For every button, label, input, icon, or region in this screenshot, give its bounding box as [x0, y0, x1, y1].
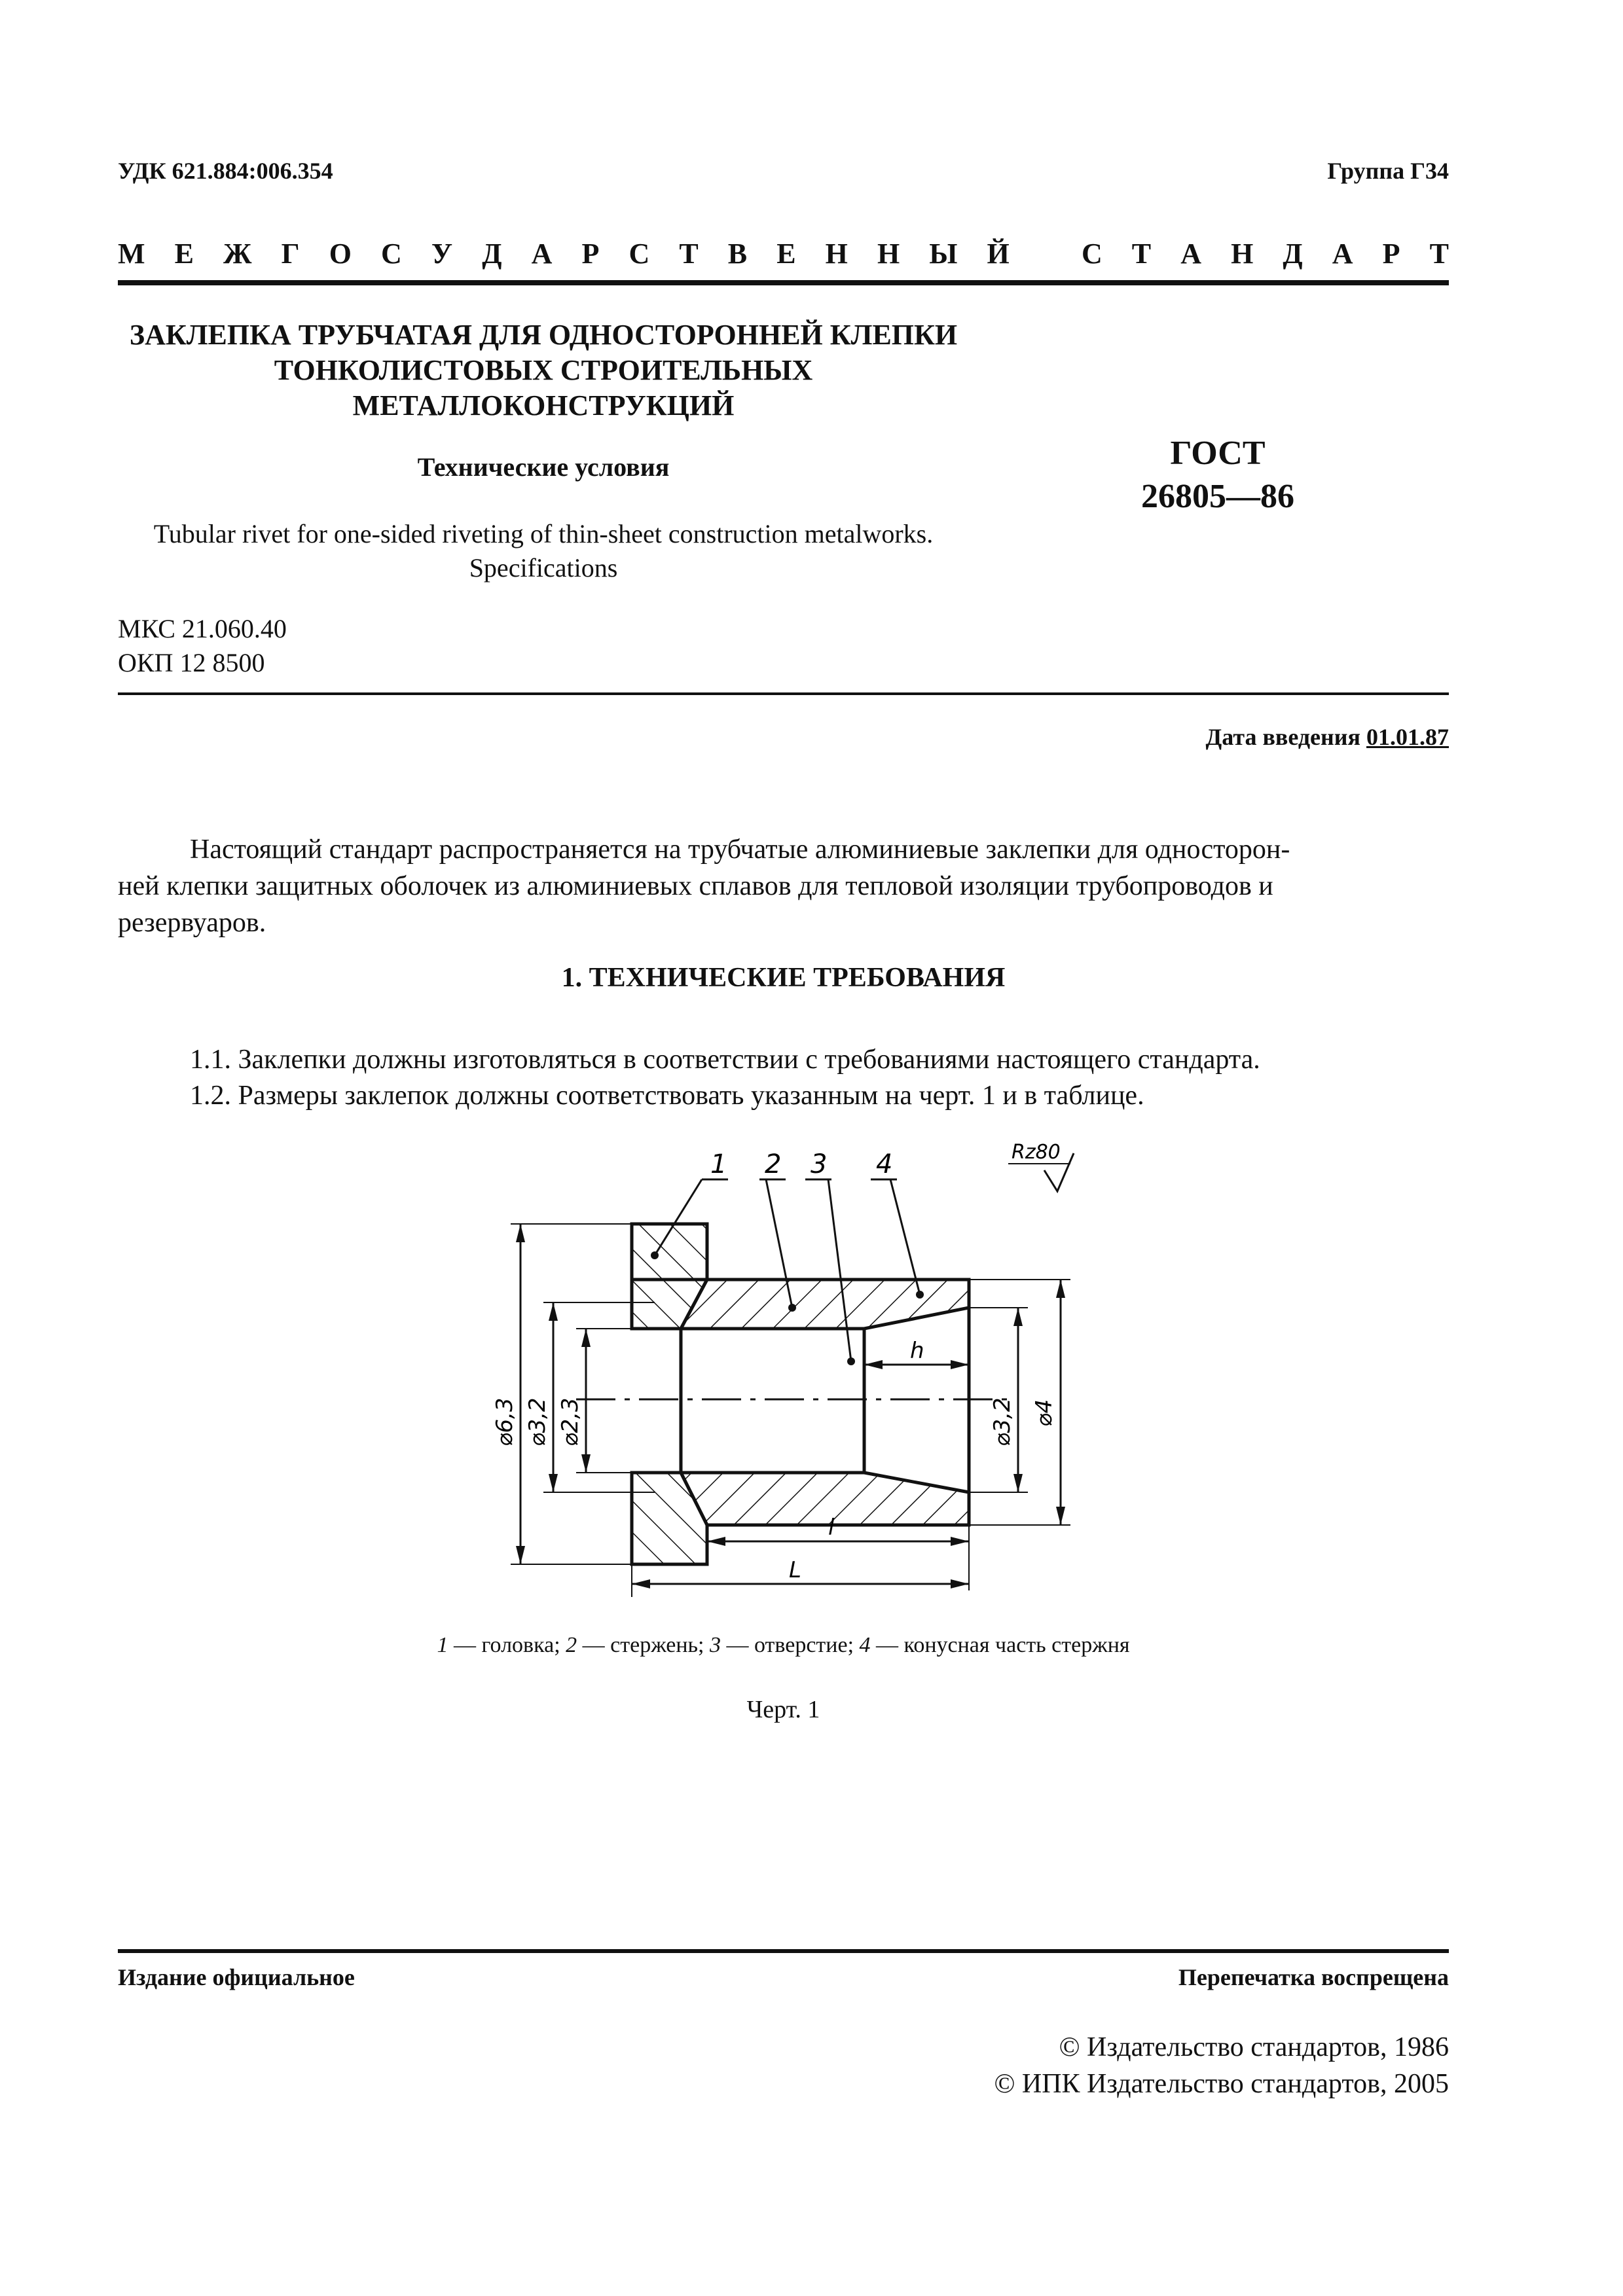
document-title [118, 317, 969, 423]
title-line: ЗАКЛЕПКА ТРУБЧАТАЯ ДЛЯ ОДНОСТОРОННЕЙ КЛЕПКИ [129, 319, 958, 351]
banner-letter: Г [281, 238, 300, 270]
banner-letter: Т [679, 238, 699, 270]
arrow [516, 1546, 525, 1564]
callout-label-3: 3 [811, 1149, 828, 1179]
callout-dot-2 [788, 1304, 796, 1312]
dim-label-h: h [910, 1338, 924, 1364]
banner-letter: Т [1131, 238, 1152, 270]
arrow [951, 1537, 969, 1546]
dim-label-d23: ⌀2,3 [557, 1397, 583, 1446]
intro-line: Настоящий стандарт распространяется на трубчатые алюминиевые заклепки для односторон- [190, 834, 1290, 865]
english-title [118, 517, 969, 585]
arrow [549, 1474, 558, 1492]
banner-rule [118, 280, 1449, 285]
arrow [516, 1224, 525, 1242]
banner-letter: Н [825, 238, 848, 270]
title-line: ТОНКОЛИСТОВЫХ СТРОИТЕЛЬНЫХ [274, 354, 813, 386]
callout-label-2: 2 [765, 1149, 782, 1179]
arrow [864, 1360, 883, 1369]
banner-letter: О [329, 238, 352, 270]
arrow [581, 1329, 591, 1347]
dim-label-L: L [789, 1557, 801, 1583]
rivet-shank-bottom [681, 1473, 969, 1525]
banner-letter: В [727, 238, 748, 270]
introduction-date [1206, 723, 1450, 751]
udk-code: УДК 621.884:006.354 [118, 158, 333, 184]
banner-letter: Д [482, 238, 502, 270]
footer-rule [118, 1949, 1449, 1953]
banner-letter: А [1180, 238, 1202, 270]
arrow [549, 1302, 558, 1321]
callout-label-1: 1 [710, 1149, 727, 1179]
callout-dot-3 [847, 1357, 855, 1365]
header-rule [118, 692, 1449, 695]
legend-number: 3 [709, 1633, 721, 1657]
banner-letter: Е [776, 238, 796, 270]
legend-number: 1 [437, 1633, 448, 1657]
intro-paragraph [118, 831, 1449, 941]
arrow [951, 1360, 969, 1369]
copyright-line: © Издательство стандартов, 1986 [1059, 2032, 1449, 2062]
banner-letter: Т [1429, 238, 1449, 270]
copyright-line: © ИПК Издательство стандартов, 2005 [994, 2069, 1449, 2099]
arrow [1056, 1280, 1065, 1298]
arrow [632, 1579, 650, 1588]
gost-number: 26805—86 [1141, 478, 1294, 515]
dim-label-d4: ⌀4 [1031, 1399, 1057, 1427]
legend-number: 2 [566, 1633, 577, 1657]
english-title-line: Tubular rivet for one-sided riveting of thin-sheet construction metalworks. [153, 519, 934, 548]
interstate-standard-banner [118, 237, 1449, 270]
clause-1-1: 1.1. Заклепки должны изготовляться в соответствии с требованиями настоящего стандарта. [190, 1045, 1260, 1075]
drawing-caption: Черт. 1 [746, 1696, 820, 1723]
rivet-drawing [458, 1139, 1113, 1623]
drawing-legend [118, 1633, 1449, 1658]
date-value: 01.01.87 [1366, 724, 1449, 750]
dim-label-l: l [828, 1515, 835, 1541]
arrow [707, 1537, 725, 1546]
callout-dot-4 [916, 1291, 924, 1299]
clause-1-2: 1.2. Размеры заклепок должны соответствовать указанным на черт. 1 и в таблице. [190, 1081, 1144, 1111]
arrow [1013, 1308, 1023, 1326]
banner-letter: У [431, 238, 453, 270]
dim-label-d32-left: ⌀3,2 [524, 1397, 551, 1446]
banner-letter: Й [987, 238, 1010, 270]
callout-dot-1 [651, 1251, 659, 1259]
okp-code: ОКП 12 8500 [118, 648, 265, 677]
official-edition: Издание официальное [118, 1964, 355, 1990]
arrow [1013, 1474, 1023, 1492]
banner-letter: А [531, 238, 553, 270]
banner-letter: Д [1283, 238, 1303, 270]
banner-letter: Ы [929, 238, 958, 270]
banner-letter: Е [174, 238, 194, 270]
gost-label: ГОСТ [1170, 435, 1266, 472]
banner-letter: Р [581, 238, 600, 270]
banner-letter: С [1081, 238, 1103, 270]
banner-gap [1039, 237, 1052, 270]
reprint-prohibited: Перепечатка воспрещена [1178, 1964, 1449, 1990]
english-title-line: Specifications [469, 553, 618, 583]
legend-text: — конусная часть стержня [870, 1633, 1130, 1657]
banner-letter: Ж [223, 238, 252, 270]
callout-leader-4 [890, 1179, 920, 1295]
rivet-shank-top [681, 1280, 969, 1329]
banner-letter: А [1332, 238, 1353, 270]
intro-line: ней клепки защитных оболочек из алюминиевых сплавов для тепловой изоляции трубопроводов и [118, 871, 1273, 901]
banner-letter: Н [877, 238, 900, 270]
arrow [951, 1579, 969, 1588]
banner-letter: С [629, 238, 650, 270]
banner-letter: Н [1231, 238, 1254, 270]
roughness-label: Rz80 [1012, 1141, 1061, 1164]
date-label: Дата введения [1205, 724, 1366, 750]
banner-letter: С [381, 238, 402, 270]
arrow [1056, 1507, 1065, 1525]
title-line: МЕТАЛЛОКОНСТРУКЦИЙ [352, 389, 735, 422]
document-subtitle: Технические условия [417, 452, 670, 482]
dim-label-d63: ⌀6,3 [492, 1397, 518, 1446]
arrow [581, 1454, 591, 1473]
dim-label-d32-right: ⌀3,2 [989, 1397, 1015, 1446]
copyright-block [994, 2029, 1449, 2102]
callout-label-4: 4 [876, 1149, 893, 1179]
intro-line: резервуаров. [118, 908, 266, 938]
legend-text: — отверстие; [720, 1633, 860, 1657]
group-code: Группа Г34 [1327, 158, 1449, 184]
legend-text: — головка; [448, 1633, 566, 1657]
classification-codes [118, 612, 287, 680]
banner-letter: Р [1382, 238, 1400, 270]
mks-code: МКС 21.060.40 [118, 614, 287, 643]
callout-leader-3 [828, 1179, 851, 1361]
banner-letter: М [118, 238, 145, 270]
legend-number: 4 [859, 1633, 871, 1657]
gost-designation [1087, 432, 1349, 518]
section-heading: 1. ТЕХНИЧЕСКИЕ ТРЕБОВАНИЯ [561, 963, 1006, 993]
legend-text: — стержень; [577, 1633, 710, 1657]
